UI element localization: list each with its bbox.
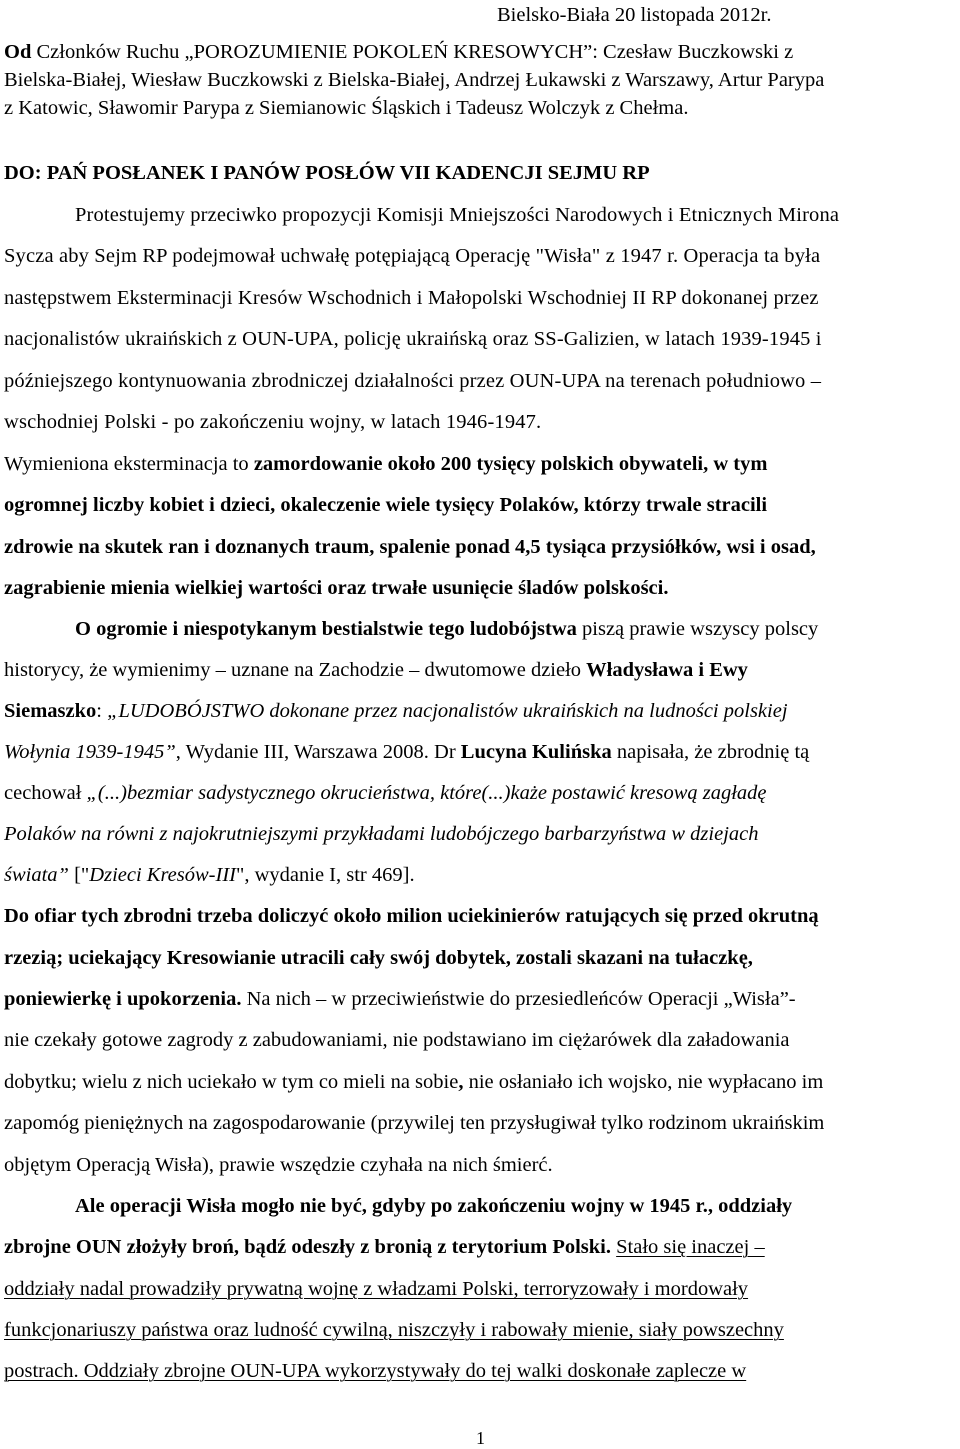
text-line: rzezią; uciekający Kresowianie utracili cały swój dobytek, zostali skazani na tułaczkę,	[4, 947, 753, 969]
text-line: Sycza aby Sejm RP podejmował uchwałę potępiającą Operację "Wisła" z 1947 r. Operacja ta była	[4, 245, 821, 267]
italic-span: świata”	[4, 864, 69, 886]
text-span: , Wydanie III, Warszawa 2008. Dr	[175, 741, 461, 763]
bold-span: Siemaszko	[4, 700, 97, 722]
text-line: oddziały nadal prowadziły prywatną wojnę z władzami Polski, terroryzowały i mordowały	[4, 1278, 749, 1300]
text-line	[4, 1072, 823, 1093]
text-line	[4, 742, 809, 763]
bold-span: zamordowanie około 200 tysięcy polskich obywateli, w tym	[253, 453, 768, 475]
text-span: Na nich – w przeciwieństwie do przesiedleńców Operacji „Wisła”-	[241, 988, 796, 1010]
bold-span: Władysława i Ewy	[586, 659, 748, 681]
text-span: historycy, że wymienimy – uznane na Zachodzie – dwutomowe dzieło	[4, 659, 587, 681]
sender-line-1	[4, 42, 793, 63]
text-line: Polaków na równi z najokrutniejszymi przykładami ludobójczego barbarzyństwa w dziejach	[4, 823, 759, 845]
text-line: wschodniej Polski - po zakończeniu wojny, w latach 1946-1947.	[4, 411, 542, 433]
sender-text-1: Członków Ruchu „POROZUMIENIE POKOLEŃ KRESOWYCH”: Czesław Buczkowski z	[31, 41, 794, 63]
text-line: nacjonalistów ukraińskich z OUN-UPA, policję ukraińską oraz SS-Galizien, w latach 1939-1945 i	[4, 328, 822, 350]
italic-span: „LUDOBÓJSTWO dokonane przez nacjonalistów ukraińskich na ludności polskiej	[107, 700, 788, 722]
page-number: 1	[476, 1428, 485, 1448]
text-line	[4, 660, 748, 681]
bold-span: ,	[458, 1071, 464, 1093]
text-line: zdrowie na skutek ran i doznanych traum, spalenie ponad 4,5 tysiąca przysiółków, wsi i osad,	[4, 536, 816, 558]
text-line: postrach. Oddziały zbrojne OUN-UPA wykorzystywały do tej walki doskonałe zaplecze w	[4, 1360, 747, 1382]
text-line: ogromnej liczby kobiet i dzieci, okaleczenie wiele tysięcy Polaków, którzy trwale stracili	[4, 494, 768, 516]
text-line: Ale operacji Wisła mogło nie być, gdyby po zakończeniu wojny w 1945 r., oddziały	[75, 1195, 793, 1217]
italic-span: Dzieci Kresów-III	[89, 864, 236, 886]
text-line	[4, 783, 767, 804]
italic-span: „(...)bezmiar sadystycznego okrucieństwa, które(...)każe postawić kresową zagładę	[86, 782, 767, 804]
text-line: Protestujemy przeciwko propozycji Komisji Mniejszości Narodowych i Etnicznych Mirona	[75, 204, 840, 226]
text-span: Wymieniona eksterminacja to	[4, 453, 254, 475]
text-line	[4, 701, 788, 722]
text-line: późniejszego kontynuowania zbrodniczej działalności przez OUN-UPA na terenach południowo –	[4, 370, 822, 392]
text-line: następstwem Eksterminacji Kresów Wschodnich i Małopolski Wschodniej II RP dokonanej przez	[4, 287, 819, 309]
text-line: objętym Operacją Wisła), prawie wszędzie czyhała na nich śmierć.	[4, 1154, 553, 1176]
sender-line-3: z Katowic, Sławomir Parypa z Siemianowic Śląskich i Tadeusz Wolczyk z Chełma.	[4, 97, 689, 119]
italic-span: Wołynia 1939-1945”	[4, 741, 176, 763]
text-span: dobytku; wielu z nich uciekało w tym co mieli na sobie	[4, 1071, 459, 1093]
text-line: nie czekały gotowe zagrody z zabudowaniami, nie podstawiano im ciężarówek dla załadowania	[4, 1029, 790, 1051]
text-span: piszą prawie wszyscy polscy	[576, 618, 819, 640]
text-line	[4, 454, 767, 475]
date-line: Bielsko-Biała 20 listopada 2012r.	[497, 4, 772, 26]
text-line	[75, 619, 818, 640]
bold-span: zbrojne OUN złożyły broń, bądź odeszły z bronią z terytorium Polski.	[4, 1236, 611, 1258]
text-line: zapomóg pieniężnych na zagospodarowanie (przywilej ten przysługiwał tylko rodzinom ukraińskim	[4, 1112, 825, 1134]
text-line	[4, 989, 796, 1010]
sender-line-2: Bielska-Białej, Wiesław Buczkowski z Bielska-Białej, Andrzej Łukawski z Warszawy, Artur Parypa	[4, 69, 825, 91]
bold-span: poniewierkę i upokorzenia.	[4, 988, 242, 1010]
text-span: napisała, że zbrodnię tą	[611, 741, 810, 763]
sender-label: Od	[4, 41, 32, 63]
text-line: Do ofiar tych zbrodni trzeba doliczyć około milion uciekinierów ratujących się przed okrutną	[4, 905, 819, 927]
bold-span: O ogromie i niespotykanym bestialstwie tego ludobójstwa	[75, 618, 577, 640]
text-span: nie osłaniało ich wojsko, nie wypłacano im	[463, 1071, 824, 1093]
text-line	[4, 1237, 765, 1258]
text-span: ["	[68, 864, 90, 886]
text-span: :	[96, 700, 108, 722]
addressee-heading: DO: PAŃ POSŁANEK I PANÓW POSŁÓW VII KADENCJI SEJMU RP	[4, 162, 650, 184]
underlined-span: Stało się inaczej –	[616, 1236, 765, 1258]
text-line	[4, 865, 415, 886]
text-line: zagrabienie mienia wielkiej wartości oraz trwałe usunięcie śladów polskości.	[4, 577, 669, 599]
text-span: ", wydanie I, str 469].	[235, 864, 415, 886]
text-span: cechował	[4, 782, 87, 804]
text-line: funkcjonariuszy państwa oraz ludność cywilną, niszczyły i rabowały mienie, siały powszechny	[4, 1319, 784, 1341]
bold-span: Lucyna Kulińska	[460, 741, 612, 763]
